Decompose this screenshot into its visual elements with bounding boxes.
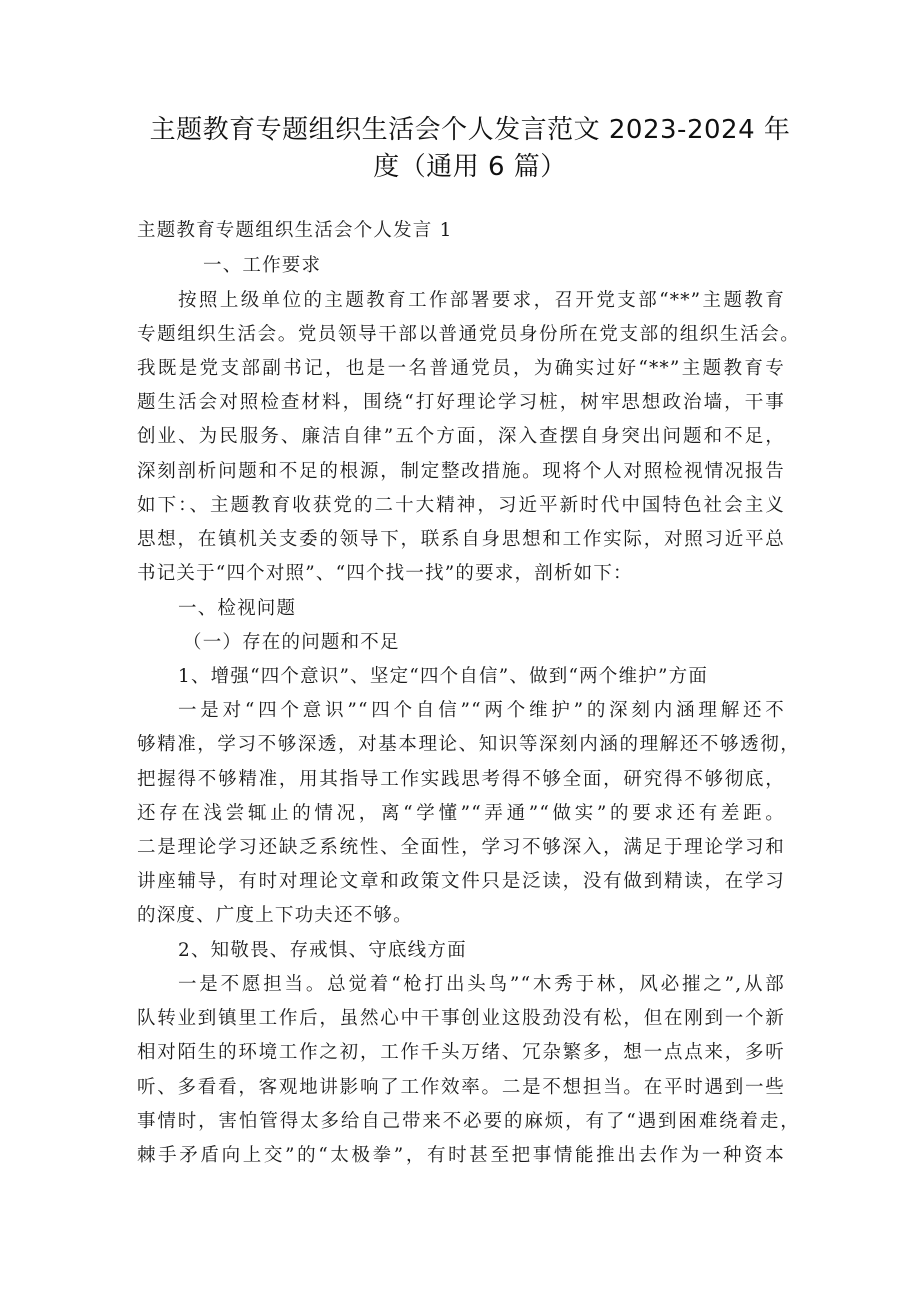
paragraph-line: 思想，在镇机关支委的领导下，联系自身思想和工作实际，对照习近平总 (137, 529, 785, 550)
paragraph-line: 专题组织生活会。党员领导干部以普通党员身份所在党支部的组织生活会。 (137, 324, 800, 345)
paragraph-line: 听、多看看，客观地讲影响了工作效率。二是不想担当。在平时遇到一些 (137, 1077, 785, 1098)
paragraph-line: 棘手矛盾向上交”的“太极拳”，有时甚至把事情能推出去作为一种资本 (137, 1145, 785, 1166)
document-title-line: 度（通用 6 篇） (373, 152, 567, 182)
paragraph-line: 还存在浅尝辄止的情况，离“学懂”“弄通”“做实”的要求还有差距。 (137, 803, 785, 824)
paragraph-line: 事情时，害怕管得太多给自己带来不必要的麻烦，有了“遇到困难绕着走， (137, 1111, 800, 1132)
paragraph-line: 二是理论学习还缺乏系统性、全面性，学习不够深入，满足于理论学习和 (137, 837, 785, 858)
section-heading: 主题教育专题组织生活会个人发言 1 (137, 220, 453, 241)
paragraph-line: 相对陌生的环境工作之初，工作千头万绪、冗杂繁多，想一点点来，多听 (137, 1042, 785, 1063)
paragraph-line: 如下：、主题教育收获党的二十大精神，习近平新时代中国特色社会主义 (137, 495, 785, 516)
document-title (140, 112, 800, 186)
paragraph-line: 创业、为民服务、廉洁自律”五个方面，深入查摆自身突出问题和不足， (137, 426, 785, 447)
paragraph-line: 题生活会对照检查材料，围绕“打好理论学习桩，树牢思想政治墙，干事 (137, 392, 785, 413)
section-heading: 一、检视问题 (178, 598, 297, 619)
paragraph-line: 按照上级单位的主题教育工作部署要求，召开党支部“**”主题教育 (178, 290, 785, 311)
paragraph-line: 把握得不够精准，用其指导工作实践思考得不够全面，研究得不够彻底， (137, 769, 785, 790)
paragraph-line: 够精准，学习不够深透，对基本理论、知识等深刻内涵的理解还不够透彻， (137, 734, 800, 755)
item-heading: 2、知敬畏、存戒惧、守底线方面 (178, 940, 467, 961)
item-heading: 1、增强“四个意识”、坚定“四个自信”、做到“两个维护”方面 (178, 666, 709, 687)
paragraph-line: 一是对“四个意识”“四个自信”“两个维护”的深刻内涵理解还不 (178, 700, 785, 721)
subsection-heading: （一）存在的问题和不足 (183, 632, 400, 653)
paragraph-line: 书记关于“四个对照”、“四个找一找”的要求，剖析如下： (137, 563, 633, 584)
paragraph-line: 深刻剖析问题和不足的根源，制定整改措施。现将个人对照检视情况报告 (137, 461, 785, 482)
paragraph-line: 队转业到镇里工作后，虽然心中干事创业这股劲没有松，但在刚到一个新 (137, 1008, 785, 1029)
paragraph-line: 的深度、广度上下功夫还不够。 (137, 905, 413, 926)
paragraph-line: 我既是党支部副书记，也是一名普通党员，为确实过好“**”主题教育专 (137, 358, 785, 379)
document-title-line: 主题教育专题组织生活会个人发言范文 2023-2024 年 (149, 115, 791, 145)
subsection-heading: 一、工作要求 (203, 255, 322, 276)
paragraph-line: 讲座辅导，有时对理论文章和政策文件只是泛读，没有做到精读，在学习 (137, 871, 785, 892)
paragraph-line: 一是不愿担当。总觉着“枪打出头鸟”“木秀于林，风必摧之”,从部 (178, 974, 785, 995)
